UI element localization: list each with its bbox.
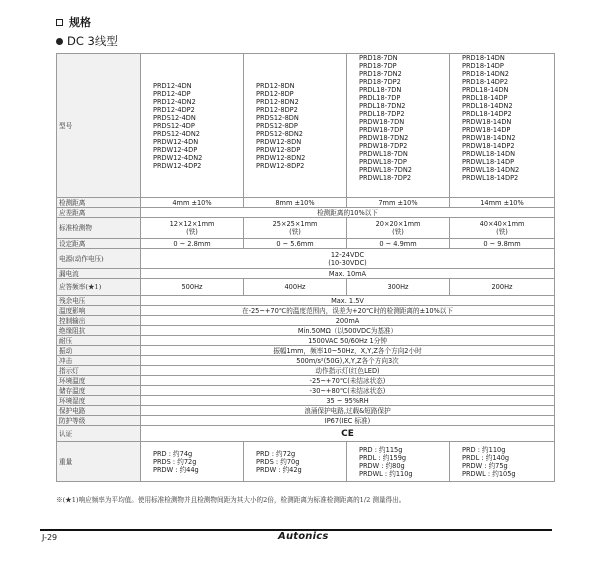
- spec-value: [450, 198, 555, 208]
- spec-value: [141, 386, 555, 396]
- footnote: ※(★1)响应频率为平均值。使用标准检测物并且检测物间距为其大小的2倍，检测距离为标准检测距离的1/2 测量得出。: [56, 496, 406, 504]
- spec-value: [141, 239, 244, 249]
- spec-value: [141, 406, 555, 416]
- weight-value: PRDW : 约75g: [462, 461, 508, 470]
- cell-line: 14mm ±10%: [480, 198, 524, 207]
- model-name: PRDL18-14DN2: [462, 102, 513, 110]
- spec-row: [57, 218, 555, 239]
- model-name: PRDW12-8DN2: [256, 153, 306, 162]
- spec-value: [244, 279, 347, 296]
- cell-line: 500m/s²(50G),X,Y,Z各个方向3次: [296, 356, 399, 365]
- cell-line: -25~+70℃(未结冰状态): [309, 376, 386, 385]
- spec-row: [57, 249, 555, 269]
- cell-line: (铁): [496, 228, 508, 236]
- spec-value: [347, 218, 450, 239]
- spec-value: [244, 198, 347, 208]
- cell-line: 7mm ±10%: [378, 198, 418, 207]
- row-label: 应答频率(★1): [57, 279, 141, 296]
- cell-line: 20×20×1mm: [375, 220, 421, 228]
- spec-row: [57, 366, 555, 376]
- model-list: [256, 82, 344, 170]
- model-name: PRD18-7DN2: [359, 70, 402, 78]
- model-name: PRDWL18-14DP: [462, 158, 515, 166]
- spec-row: [57, 336, 555, 346]
- model-name: PRD18-14DN2: [462, 70, 509, 78]
- model-name: PRDWL18-14DP2: [462, 174, 519, 182]
- weight-value: PRDW : 约80g: [359, 461, 405, 470]
- model-name: PRDW12-8DP: [256, 145, 301, 154]
- cell-line: (10-30VDC): [328, 258, 367, 267]
- model-name: PRD18-14DN: [462, 54, 505, 62]
- spec-value: [141, 366, 555, 376]
- spec-row: [57, 279, 555, 296]
- model-name: PRD12-4DN2: [153, 97, 196, 106]
- model-name: PRDS12-4DN: [153, 113, 196, 122]
- spec-value: [450, 239, 555, 249]
- spec-row: [57, 386, 555, 396]
- spec-value: [244, 239, 347, 249]
- model-name: PRDL18-7DN2: [359, 102, 406, 110]
- model-name: PRDL18-7DP: [359, 94, 401, 102]
- spec-value: [141, 336, 555, 346]
- model-name: PRDWL18-14DN: [462, 150, 515, 158]
- model-cell: [244, 54, 347, 198]
- row-label: 绝缘阻抗: [57, 326, 141, 336]
- model-name: PRDL18-14DP2: [462, 110, 512, 118]
- brand-logo: Autonics: [278, 531, 329, 542]
- spec-value: [450, 279, 555, 296]
- cell-line: 25×25×1mm: [272, 220, 318, 228]
- model-name: PRDWL18-7DP2: [359, 174, 412, 182]
- model-name: PRDW18-14DP: [462, 126, 511, 134]
- spec-row: [57, 416, 555, 426]
- row-label: 应差距离: [57, 208, 141, 218]
- row-label: 冲击: [57, 356, 141, 366]
- spec-value: [347, 239, 450, 249]
- weight-value: PRD : 约115g: [359, 445, 403, 454]
- weight-value: PRDWL : 约105g: [462, 469, 516, 478]
- spec-row: [57, 269, 555, 279]
- ce-mark-icon: CE: [341, 428, 354, 439]
- model-name: PRDL18-14DN: [462, 86, 509, 94]
- model-name: PRDW18-7DN: [359, 118, 405, 126]
- row-label: 电源(动作电压): [57, 249, 141, 269]
- model-name: PRDW18-14DN: [462, 118, 512, 126]
- model-name: PRDW12-8DN: [256, 137, 302, 146]
- cell-line: 35 ~ 95%RH: [326, 396, 369, 405]
- model-name: PRD12-4DP2: [153, 105, 195, 114]
- model-name: PRD18-14DP2: [462, 78, 509, 86]
- cell-line: 动作指示灯(红色LED): [315, 366, 380, 375]
- weight-value: PRDL : 约140g: [462, 453, 510, 462]
- model-name: PRD12-4DP: [153, 89, 191, 98]
- model-name: PRDS12-4DP: [153, 121, 195, 130]
- square-bullet-icon: [56, 19, 63, 26]
- model-row: [57, 54, 555, 198]
- spec-row: [57, 346, 555, 356]
- spec-value: [141, 208, 555, 218]
- cell-line: (铁): [186, 228, 198, 236]
- row-label: 残余电压: [57, 296, 141, 306]
- row-label: 防护等级: [57, 416, 141, 426]
- cell-line: 12-24VDC: [330, 250, 365, 259]
- spec-row: [57, 316, 555, 326]
- row-label: 耐压: [57, 336, 141, 346]
- row-label: 保护电路: [57, 406, 141, 416]
- model-list: [153, 82, 241, 170]
- model-name: PRDS12-8DN: [256, 113, 299, 122]
- model-name: PRDL18-7DN: [359, 86, 402, 94]
- row-label: 环境湿度: [57, 396, 141, 406]
- cell-line: 500Hz: [181, 283, 203, 291]
- model-name: PRDW18-14DN2: [462, 134, 516, 142]
- spec-value: [141, 269, 555, 279]
- model-name: PRD18-7DP2: [359, 78, 401, 86]
- row-label: 控制输出: [57, 316, 141, 326]
- cell-line: 检测距离的10%以下: [317, 208, 378, 217]
- weight-value: PRDW : 约44g: [153, 465, 199, 474]
- model-name: PRD12-8DN: [256, 81, 295, 90]
- weight-cell: [141, 442, 244, 482]
- spec-value: [347, 279, 450, 296]
- model-name: PRDW12-4DN2: [153, 153, 203, 162]
- cell-line: Min.50MΩ（以500VDC为基准）: [297, 326, 398, 335]
- weight-value: PRDW : 约42g: [256, 465, 302, 474]
- subsection-title: DC 3线型: [67, 34, 118, 48]
- model-name: PRDS12-8DN2: [256, 129, 303, 138]
- row-label: 振动: [57, 346, 141, 356]
- spec-value: [450, 218, 555, 239]
- spec-row: [57, 326, 555, 336]
- model-name: PRDL18-14DP: [462, 94, 508, 102]
- cell-line: 0 ~ 2.8mm: [173, 239, 211, 248]
- weight-cell: [450, 442, 555, 482]
- weight-cell: [244, 442, 347, 482]
- model-name: PRDW18-7DP2: [359, 142, 408, 150]
- cell-line: 0 ~ 4.9mm: [379, 239, 417, 248]
- row-label: 检测距离: [57, 198, 141, 208]
- model-name: PRD12-8DN2: [256, 97, 299, 106]
- weight-value: PRD : 约110g: [462, 445, 506, 454]
- cell-line: Max. 10mA: [328, 269, 367, 278]
- spec-row: [57, 406, 555, 416]
- weight-value: PRD : 约74g: [153, 449, 193, 458]
- cell-line: Max. 1.5V: [331, 296, 364, 305]
- weight-value: PRDL : 约159g: [359, 453, 407, 462]
- model-name: PRD18-14DP: [462, 62, 504, 70]
- model-name: PRDW12-4DP2: [153, 161, 202, 170]
- row-label: 指示灯: [57, 366, 141, 376]
- spec-row: [57, 296, 555, 306]
- model-name: PRDL18-7DP2: [359, 110, 405, 118]
- weight-value: PRDWL : 约110g: [359, 469, 413, 478]
- spec-value: [141, 296, 555, 306]
- spec-value: [141, 198, 244, 208]
- model-name: PRDS12-8DP: [256, 121, 298, 130]
- cell-line: 40×40×1mm: [479, 220, 525, 228]
- row-label: 认证: [57, 426, 141, 442]
- row-label: 漏电流: [57, 269, 141, 279]
- model-list: [359, 54, 447, 182]
- weight-row: [57, 442, 555, 482]
- cell-line: (铁): [392, 228, 404, 236]
- model-name: PRDWL18-7DN2: [359, 166, 412, 174]
- model-cell: [347, 54, 450, 198]
- row-label: 设定距离: [57, 239, 141, 249]
- spec-value: [141, 396, 555, 406]
- spec-value: [347, 198, 450, 208]
- weight-value: PRDS : 约72g: [153, 457, 197, 466]
- cell-line: 振幅1mm，频率10~50Hz，X,Y,Z各个方向2小时: [273, 346, 422, 355]
- row-label: 型号: [57, 54, 141, 198]
- dot-bullet-icon: [56, 38, 63, 45]
- model-name: PRD18-7DP: [359, 62, 397, 70]
- row-label: 环境温度: [57, 376, 141, 386]
- spec-value: [141, 279, 244, 296]
- model-list: [462, 54, 552, 182]
- cell-line: 12×12×1mm: [169, 220, 215, 228]
- spec-value: [141, 376, 555, 386]
- spec-row: [57, 396, 555, 406]
- model-name: PRDWL18-14DN2: [462, 166, 520, 174]
- weight-cell: [347, 442, 450, 482]
- cell-line: 0 ~ 5.6mm: [276, 239, 314, 248]
- page-number: J-29: [42, 533, 58, 542]
- row-label: 标准检测物: [57, 218, 141, 239]
- spec-value: [141, 426, 555, 442]
- model-name: PRDW12-4DN: [153, 137, 199, 146]
- model-name: PRDWL18-7DN: [359, 150, 408, 158]
- row-label: 温度影响: [57, 306, 141, 316]
- cell-line: 300Hz: [387, 283, 409, 291]
- spec-row: [57, 376, 555, 386]
- cell-line: -30~+80℃(未结冰状态): [309, 386, 386, 395]
- spec-row: [57, 306, 555, 316]
- cell-line: 8mm ±10%: [275, 198, 315, 207]
- model-cell: [141, 54, 244, 198]
- spec-value: [141, 306, 555, 316]
- spec-value: [141, 346, 555, 356]
- cell-line: 1500VAC 50/60Hz 1分钟: [308, 336, 387, 345]
- model-name: PRD18-7DN: [359, 54, 398, 62]
- model-name: PRD12-4DN: [153, 81, 192, 90]
- spec-row: [57, 239, 555, 249]
- cell-line: 400Hz: [284, 283, 306, 291]
- model-name: PRDWL18-7DP: [359, 158, 407, 166]
- weight-value: PRD : 约72g: [256, 449, 296, 458]
- spec-row: [57, 208, 555, 218]
- spec-row: [57, 198, 555, 208]
- model-cell: [450, 54, 555, 198]
- spec-value: [244, 218, 347, 239]
- model-name: PRDS12-4DN2: [153, 129, 200, 138]
- cell-line: 浪涌保护电路,过载&短路保护: [304, 406, 391, 415]
- cell-line: 200mA: [335, 316, 360, 325]
- weight-value: PRDS : 约70g: [256, 457, 300, 466]
- cell-line: IP67(IEC 标准): [324, 416, 371, 425]
- model-name: PRDW18-7DN2: [359, 134, 409, 142]
- cell-line: 4mm ±10%: [172, 198, 212, 207]
- model-name: PRD12-8DP: [256, 89, 294, 98]
- model-name: PRDW12-4DP: [153, 145, 198, 154]
- row-label: 储存温度: [57, 386, 141, 396]
- spec-value: [141, 249, 555, 269]
- model-name: PRDW18-7DP: [359, 126, 404, 134]
- subsection-header: [56, 33, 118, 49]
- model-name: PRDW12-8DP2: [256, 161, 305, 170]
- spec-row: [57, 356, 555, 366]
- spec-table: [56, 53, 555, 482]
- spec-value: [141, 356, 555, 366]
- spec-value: [141, 218, 244, 239]
- cell-line: (铁): [289, 228, 301, 236]
- spec-value: [141, 416, 555, 426]
- section-title: 规格: [69, 16, 91, 29]
- cell-line: 200Hz: [491, 283, 513, 291]
- cell-line: 0 ~ 9.8mm: [483, 239, 521, 248]
- row-label: 重量: [57, 442, 141, 482]
- model-name: PRD12-8DP2: [256, 105, 298, 114]
- spec-value: [141, 316, 555, 326]
- cell-line: 在-25~+70℃的温度范围内，误差为+20℃时的检测距离的±10%以下: [242, 306, 453, 315]
- spec-row: [57, 426, 555, 442]
- spec-value: [141, 326, 555, 336]
- section-header: [56, 14, 91, 30]
- model-name: PRDW18-14DP2: [462, 142, 515, 150]
